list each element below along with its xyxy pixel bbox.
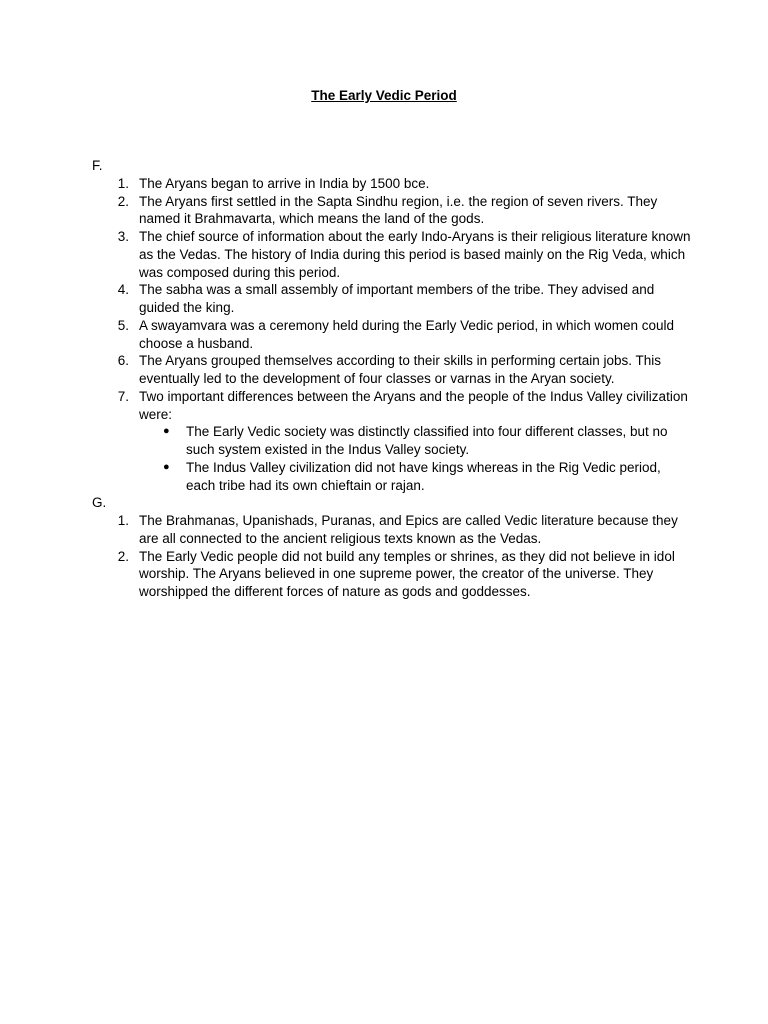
list-item-text: A swayamvara was a ceremony held during the Early Vedic period, in which women could choose a husband. <box>139 317 675 351</box>
section-label: G. <box>92 495 107 511</box>
list-number: 5. <box>117 317 129 333</box>
list-item-text: The Aryans grouped themselves according to their skills in performing certain jobs. This eventually led to the development of four classes or varnas in the Aryan society. <box>139 353 661 386</box>
bullet-text: The Indus Valley civilization did not have kings whereas in the Rig Vedic period, each tribe had its own chieftain or rajan. <box>186 459 661 493</box>
list-item <box>92 512 692 548</box>
list-item <box>92 317 692 353</box>
bullet-item <box>139 459 692 495</box>
list-item <box>92 548 692 601</box>
list-number: 3. <box>117 229 129 244</box>
list-item-text: The Aryans began to arrive in India by 1500 bce. <box>139 175 430 191</box>
section-label: F. <box>92 158 103 173</box>
list-number: 1. <box>117 513 129 528</box>
list-item <box>92 193 692 229</box>
list-item-text: The Aryans first settled in the Sapta Sindhu region, i.e. the region of seven rivers. They named it Brahmavarta, which means the land of the gods. <box>139 193 658 227</box>
list-number: 7. <box>117 388 129 404</box>
bullet-list <box>139 423 692 494</box>
section-g <box>92 494 692 601</box>
list-item-text: The Early Vedic people did not build any temples or shrines, as they did not believe in idol worship. The Aryans believed in one supreme power, the creator of the universe. They worshipped the different forces of nature as gods and goddesses. <box>139 548 675 599</box>
list-item-text: The chief source of information about the early Indo-Aryans is their religious literature known as the Vedas. The history of India during this period is based mainly on the Rig Veda, which was composed during this period. <box>139 229 691 280</box>
list-number: 2. <box>117 548 129 564</box>
bullet-icon: ● <box>163 460 170 473</box>
bullet-icon: ● <box>163 425 170 438</box>
page-title: The Early Vedic Period <box>311 88 457 103</box>
list-item-text: The Brahmanas, Upanishads, Puranas, and Epics are called Vedic literature because they are all connected to the ancient religious texts known as the Vedas. <box>139 513 678 546</box>
numbered-list <box>92 512 692 601</box>
list-number: 2. <box>117 193 129 209</box>
list-number: 4. <box>117 282 129 298</box>
list-item <box>92 388 692 495</box>
list-item-text: The sabha was a small assembly of important members of the tribe. They advised and guided the king. <box>139 282 655 315</box>
list-item <box>92 228 692 281</box>
list-number: 6. <box>117 353 129 369</box>
section-f <box>92 157 692 494</box>
list-item <box>92 352 692 388</box>
bullet-text: The Early Vedic society was distinctly classified into four different classes, but no such system existed in the Indus Valley society. <box>186 424 668 457</box>
list-item <box>92 281 692 317</box>
list-item-text: Two important differences between the Aryans and the people of the Indus Valley civilization were: <box>139 388 688 422</box>
document-body <box>92 157 692 601</box>
list-number: 1. <box>117 175 129 191</box>
list-item <box>92 175 692 193</box>
numbered-list <box>92 175 692 495</box>
bullet-item <box>139 423 692 459</box>
